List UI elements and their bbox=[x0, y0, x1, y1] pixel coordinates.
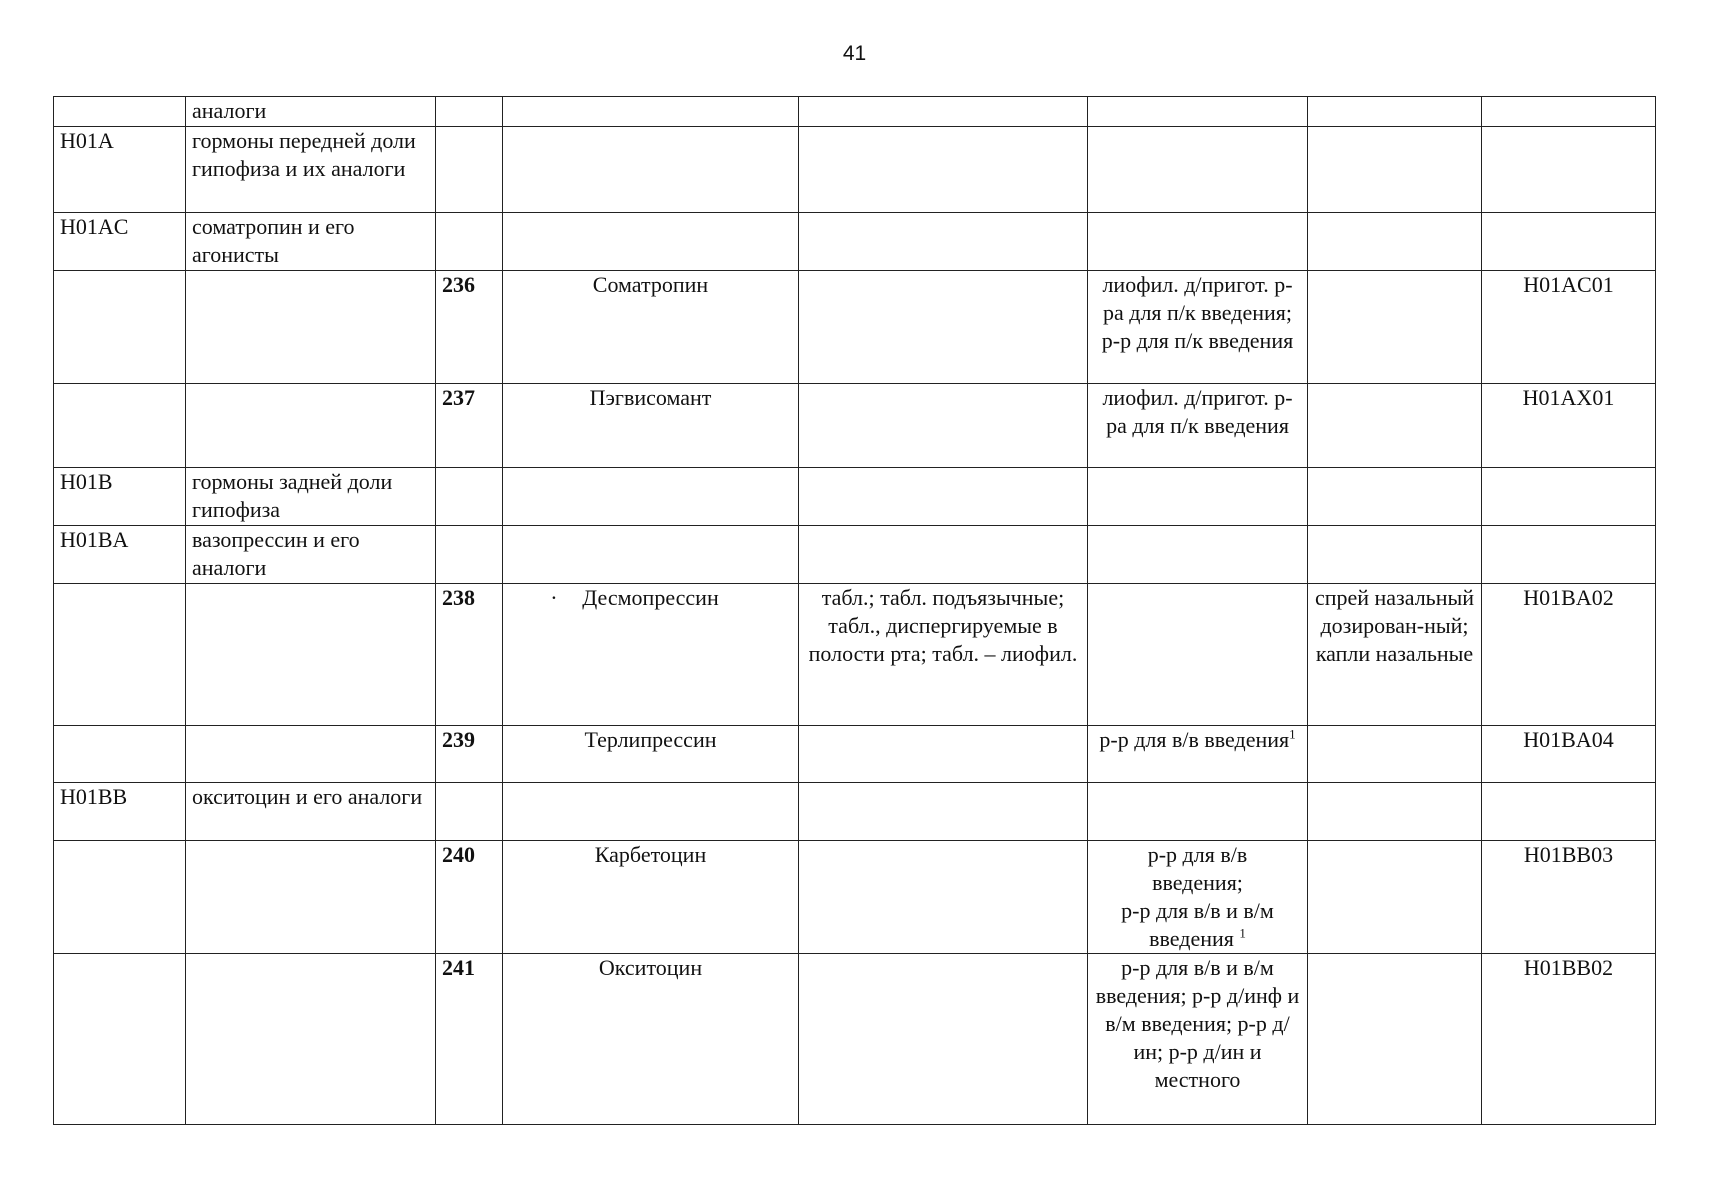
atc-group-name bbox=[186, 841, 436, 954]
drug-name bbox=[503, 127, 799, 213]
item-number: 237 bbox=[436, 384, 503, 468]
form-oral bbox=[799, 468, 1088, 526]
atc-group-name bbox=[186, 726, 436, 783]
atc-group-name: соматропин и его агонисты bbox=[186, 213, 436, 271]
form-injection bbox=[1088, 468, 1308, 526]
drug-name-text: Десмопрессин bbox=[582, 585, 719, 610]
form-oral bbox=[799, 97, 1088, 127]
atc-group-name: вазопрессин и его аналоги bbox=[186, 526, 436, 584]
drug-name bbox=[503, 468, 799, 526]
table-row bbox=[54, 841, 1656, 954]
item-number bbox=[436, 468, 503, 526]
atc-group-code: H01B bbox=[54, 468, 186, 526]
atc-code: H01BB02 bbox=[1482, 954, 1656, 1125]
form-oral bbox=[799, 384, 1088, 468]
form-other bbox=[1308, 726, 1482, 783]
drug-name: Пэгвисомант bbox=[503, 384, 799, 468]
atc-group-name: гормоны передней доли гипофиза и их аналоги bbox=[186, 127, 436, 213]
footnote-mark: 1 bbox=[1239, 925, 1246, 941]
form-injection: лиофил. д/пригот. р-ра для п/к введения; р-р для п/к введения bbox=[1088, 271, 1308, 384]
atc-code bbox=[1482, 127, 1656, 213]
atc-group-name: аналоги bbox=[186, 97, 436, 127]
atc-group-code bbox=[54, 726, 186, 783]
form-injection bbox=[1088, 783, 1308, 841]
form-other bbox=[1308, 384, 1482, 468]
form-injection-line: введения $^1$ bbox=[1149, 925, 1246, 951]
item-number: 241 bbox=[436, 954, 503, 1125]
atc-group-code bbox=[54, 271, 186, 384]
form-oral bbox=[799, 127, 1088, 213]
form-injection bbox=[1088, 841, 1308, 954]
item-number: 239 bbox=[436, 726, 503, 783]
footnote-mark: 1 bbox=[1289, 726, 1296, 742]
form-oral bbox=[799, 213, 1088, 271]
atc-group-code: H01A bbox=[54, 127, 186, 213]
table-row bbox=[54, 726, 1656, 783]
table-row bbox=[54, 97, 1656, 127]
atc-code: H01BB03 bbox=[1482, 841, 1656, 954]
atc-group-name: окситоцин и его аналоги bbox=[186, 783, 436, 841]
atc-code bbox=[1482, 468, 1656, 526]
form-oral bbox=[799, 841, 1088, 954]
form-oral bbox=[799, 783, 1088, 841]
atc-code bbox=[1482, 213, 1656, 271]
atc-group-code bbox=[54, 841, 186, 954]
item-number: 236 bbox=[436, 271, 503, 384]
table-row bbox=[54, 213, 1656, 271]
item-number: 238 bbox=[436, 584, 503, 726]
atc-group-code bbox=[54, 954, 186, 1125]
atc-code: H01AC01 bbox=[1482, 271, 1656, 384]
atc-group-code bbox=[54, 384, 186, 468]
form-injection-line: р-р для в/в bbox=[1147, 842, 1248, 867]
table-row bbox=[54, 783, 1656, 841]
form-injection-text: р-р для в/в введения bbox=[1099, 727, 1290, 752]
form-oral bbox=[799, 526, 1088, 584]
table-row bbox=[54, 468, 1656, 526]
form-oral bbox=[799, 954, 1088, 1125]
form-other bbox=[1308, 783, 1482, 841]
atc-group-name bbox=[186, 271, 436, 384]
atc-code: H01AX01 bbox=[1482, 384, 1656, 468]
atc-code bbox=[1482, 783, 1656, 841]
drug-name: Карбетоцин bbox=[503, 841, 799, 954]
atc-group-name bbox=[186, 584, 436, 726]
atc-group-name bbox=[186, 384, 436, 468]
item-number bbox=[436, 127, 503, 213]
atc-code: H01BA02 bbox=[1482, 584, 1656, 726]
atc-code bbox=[1482, 526, 1656, 584]
drug-name bbox=[503, 783, 799, 841]
table-row bbox=[54, 584, 1656, 726]
table-row bbox=[54, 127, 1656, 213]
form-other bbox=[1308, 97, 1482, 127]
form-other bbox=[1308, 127, 1482, 213]
form-injection bbox=[1088, 726, 1308, 783]
item-number bbox=[436, 213, 503, 271]
atc-group-name: гормоны задней доли гипофиза bbox=[186, 468, 436, 526]
table-row bbox=[54, 526, 1656, 584]
form-other bbox=[1308, 954, 1482, 1125]
form-other bbox=[1308, 271, 1482, 384]
drug-name bbox=[503, 97, 799, 127]
bullet-mark: · bbox=[550, 585, 558, 610]
atc-code: H01BA04 bbox=[1482, 726, 1656, 783]
form-other bbox=[1308, 841, 1482, 954]
atc-group-code: H01BB bbox=[54, 783, 186, 841]
atc-group-code bbox=[54, 584, 186, 726]
form-injection-line: введения; bbox=[1152, 870, 1243, 895]
form-other bbox=[1308, 213, 1482, 271]
drug-name: Окситоцин bbox=[503, 954, 799, 1125]
table-row bbox=[54, 384, 1656, 468]
atc-group-code: H01AC bbox=[54, 213, 186, 271]
form-oral bbox=[799, 726, 1088, 783]
form-injection bbox=[1088, 213, 1308, 271]
form-other bbox=[1308, 526, 1482, 584]
form-injection bbox=[1088, 526, 1308, 584]
drug-name: Терлипрессин bbox=[503, 726, 799, 783]
form-injection bbox=[1088, 584, 1308, 726]
form-other: спрей назальный дозирован-ный; капли назальные bbox=[1308, 584, 1482, 726]
form-injection-line: р-р для в/в и в/м bbox=[1121, 898, 1274, 923]
atc-group-code bbox=[54, 97, 186, 127]
drug-table bbox=[53, 96, 1656, 1125]
atc-code bbox=[1482, 97, 1656, 127]
item-number bbox=[436, 783, 503, 841]
table-row bbox=[54, 271, 1656, 384]
drug-name: Соматропин bbox=[503, 271, 799, 384]
item-number bbox=[436, 97, 503, 127]
item-number bbox=[436, 526, 503, 584]
form-other bbox=[1308, 468, 1482, 526]
form-oral: табл.; табл. подъязычные; табл., диспергируемые в полости рта; табл. – лиофил. bbox=[799, 584, 1088, 726]
drug-name bbox=[503, 584, 799, 726]
table-row bbox=[54, 954, 1656, 1125]
form-oral bbox=[799, 271, 1088, 384]
form-injection: лиофил. д/пригот. р-ра для п/к введения bbox=[1088, 384, 1308, 468]
page-number: 41 bbox=[842, 42, 867, 65]
drug-name bbox=[503, 526, 799, 584]
item-number: 240 bbox=[436, 841, 503, 954]
form-injection bbox=[1088, 97, 1308, 127]
form-injection: р-р для в/в и в/м введения; р-р д/инф и в/м введения; р-р д/ин; р-р д/ин и местного bbox=[1088, 954, 1308, 1125]
form-injection bbox=[1088, 127, 1308, 213]
atc-group-name bbox=[186, 954, 436, 1125]
drug-name bbox=[503, 213, 799, 271]
atc-group-code: H01BA bbox=[54, 526, 186, 584]
